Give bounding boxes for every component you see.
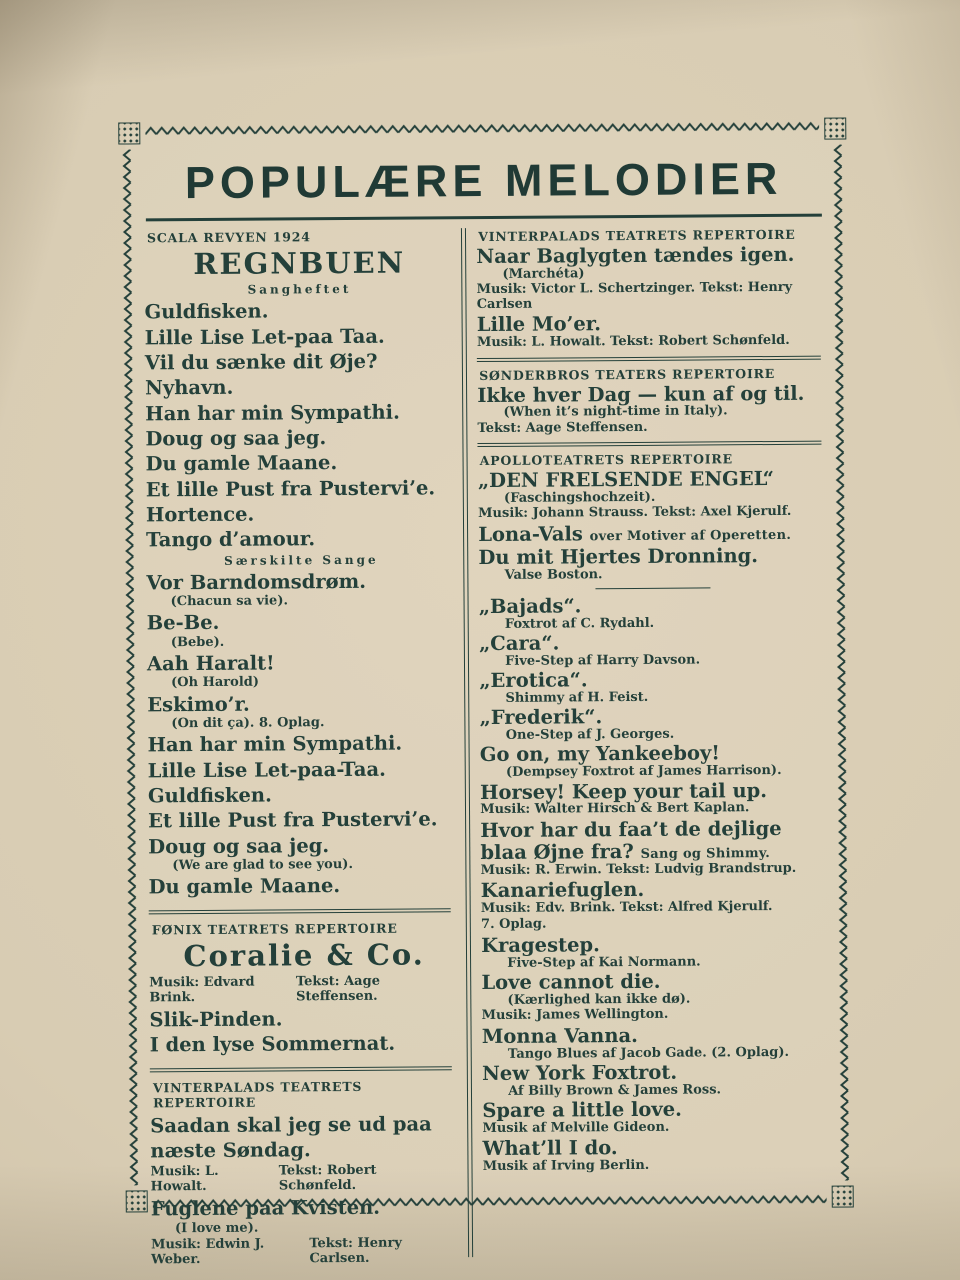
credit-line: Musik: Walter Hirsch & Bert Kaplan. bbox=[480, 800, 750, 818]
corner-ornament bbox=[126, 1190, 148, 1212]
two-column-layout bbox=[144, 224, 831, 1270]
song-title: „Erotica“. bbox=[479, 668, 588, 693]
section-divider bbox=[478, 441, 822, 447]
credit-part: Musik: Edvard Brink. bbox=[149, 974, 255, 1006]
song-subtitle: Foxtrot af C. Rydahl. bbox=[504, 615, 655, 632]
song-subtitle: (Oh Harold) bbox=[171, 674, 260, 691]
song-title: Doug og saa jeg. bbox=[148, 833, 330, 859]
section-header: SØNDERBROS TEATERS REPERTOIRE bbox=[479, 365, 776, 383]
small-caps-line: Sangheftet bbox=[247, 282, 352, 297]
song-title: Tango d’amour. bbox=[146, 527, 316, 552]
song-subtitle: (Kærlighed kan ikke dø). bbox=[507, 991, 691, 1008]
song-title: Lille Lise Let-paa Taa. bbox=[144, 324, 385, 350]
section-header: FØNIX TEATRETS REPERTOIRE bbox=[151, 920, 398, 938]
song-title-text: Lona-Vals bbox=[478, 522, 590, 546]
song-title: Eskimo’r. bbox=[147, 692, 250, 717]
song-title: Guldfisken. bbox=[147, 783, 272, 808]
song-title: „Bajads“. bbox=[478, 594, 582, 618]
song-title: Et lille Pust fra Pustervi’e. bbox=[145, 476, 436, 502]
ornamental-border-top bbox=[145, 121, 819, 137]
advertisement-frame bbox=[125, 125, 846, 1268]
section-header: VINTERPALADS TEATRETS REPERTOIRE bbox=[478, 226, 796, 245]
song-subtitle: One-Step af J. Georges. bbox=[505, 726, 675, 743]
credit-line: 7. Oplag. bbox=[480, 917, 547, 933]
credit-line: Musik: James Wellington. bbox=[481, 1007, 669, 1024]
song-subtitle: (On dit ça). 8. Oplag. bbox=[171, 715, 325, 732]
song-subtitle: (Dempsey Foxtrot af James Harrison). bbox=[505, 763, 782, 781]
frame-content bbox=[143, 152, 830, 1268]
song-subtitle: (Faschingshochzeit). bbox=[503, 489, 656, 506]
section-divider bbox=[477, 355, 821, 361]
song-title: Slik-Pinden. bbox=[149, 1007, 283, 1032]
credit-part: Musik: L. Howalt. bbox=[150, 1164, 219, 1195]
credit-line: Musik: R. Erwin. Tekst: Ludvig Brandstrup. bbox=[480, 860, 797, 878]
corner-ornament bbox=[118, 122, 140, 144]
song-title: I den lyse Sommernat. bbox=[149, 1032, 396, 1057]
short-divider bbox=[595, 587, 710, 589]
song-title-text: Hvor har du faa’t de dejlige blaa Øjne fra? bbox=[480, 816, 782, 864]
credit-line: Musik af Melville Gideon. bbox=[482, 1119, 670, 1136]
song-title: Doug og saa jeg. bbox=[145, 426, 327, 451]
song-title: Han har min Sympathi. bbox=[147, 731, 403, 757]
song-title: Lille Lise Let-paa-Taa. bbox=[147, 757, 386, 783]
title-rule bbox=[146, 214, 822, 222]
section-header: APOLLOTEATRETS REPERTOIRE bbox=[479, 451, 733, 469]
page-title: POPULÆRE MELODIER bbox=[184, 152, 783, 209]
song-title: Go on, my Yankeeboy! bbox=[479, 741, 720, 767]
song-title: Love cannot die. bbox=[481, 969, 661, 995]
song-title: Han har min Sympathi. bbox=[145, 400, 400, 426]
song-title: Vor Barndomsdrøm. bbox=[146, 569, 367, 595]
song-title: Aah Haralt! bbox=[146, 651, 275, 676]
section-header: SCALA REVYEN 1924 bbox=[146, 229, 311, 246]
song-title: Hortence. bbox=[145, 502, 255, 527]
credit-line bbox=[151, 1235, 461, 1267]
song-title: „Cara“. bbox=[478, 631, 560, 656]
song-title: Naar Baglygten tændes igen. bbox=[476, 242, 795, 269]
song-title bbox=[480, 818, 828, 864]
credit-part: Musik: Edwin J. Weber. bbox=[150, 1236, 265, 1268]
song-title: Du gamle Maane. bbox=[148, 874, 341, 899]
song-subtitle: (Chacun sa vie). bbox=[170, 593, 289, 610]
song-title bbox=[478, 522, 826, 546]
section-divider bbox=[150, 1066, 452, 1072]
credit-line: Musik: Johann Strauss. Tekst: Axel Kjerulf. bbox=[478, 504, 792, 522]
song-title: Du mit Hjertes Dronning. bbox=[478, 543, 759, 569]
song-subtitle: (Marchéta) bbox=[502, 266, 585, 282]
song-title: Ikke hver Dag — kun af og til. bbox=[477, 381, 805, 407]
song-title: New York Foxtrot. bbox=[481, 1060, 678, 1085]
ornamental-border-left bbox=[121, 149, 139, 1185]
song-subtitle-inline: over Motiver af Operetten. bbox=[589, 527, 792, 545]
credit-line bbox=[150, 1163, 460, 1195]
small-caps-line: Særskilte Sange bbox=[224, 552, 379, 568]
song-title: Monna Vanna. bbox=[481, 1023, 638, 1048]
song-title: Kragestep. bbox=[481, 933, 600, 958]
song-subtitle: Five-Step af Harry Davson. bbox=[505, 652, 701, 669]
song-title: Kanariefuglen. bbox=[480, 877, 645, 903]
song-subtitle: Af Billy Brown & James Ross. bbox=[508, 1082, 722, 1099]
ornamental-border-right bbox=[832, 144, 850, 1180]
song-title: Lille Mo’er. bbox=[476, 312, 602, 337]
song-title: Horsey! Keep your tail up. bbox=[479, 778, 768, 804]
song-title: „Frederik“. bbox=[479, 705, 603, 730]
song-subtitle: Five-Step af Kai Normann. bbox=[507, 954, 701, 971]
credit-line: Musik: Edv. Brink. Tekst: Alfred Kjerulf. bbox=[480, 898, 773, 916]
song-title: What’ll I do. bbox=[482, 1136, 618, 1161]
song-title: Saadan skal jeg se ud paa næste Søndag. bbox=[150, 1112, 432, 1163]
credit-part: Tekst: Henry Carlsen. bbox=[309, 1235, 402, 1267]
song-title: Be-Be. bbox=[146, 611, 220, 635]
song-title: Du gamle Maane. bbox=[145, 451, 338, 476]
song-title: Guldfisken. bbox=[144, 299, 269, 324]
column-right bbox=[467, 224, 831, 1268]
corner-ornament bbox=[832, 1185, 854, 1207]
song-subtitle: (Bebe). bbox=[170, 634, 225, 650]
song-title: Fuglene paa Kvisten. bbox=[150, 1196, 381, 1221]
corner-ornament bbox=[824, 117, 846, 139]
song-subtitle: Tango Blues af Jacob Gade. (2. Oplag). bbox=[507, 1044, 790, 1062]
song-title: „DEN FRELSENDE ENGEL“ bbox=[477, 467, 774, 493]
credit-line: Musik: Victor L. Schertzinger. Tekst: Henry Carlsen bbox=[476, 279, 793, 312]
section-divider bbox=[149, 908, 451, 914]
song-subtitle: (I love me). bbox=[174, 1220, 259, 1236]
song-title: Nyhavn. bbox=[144, 376, 234, 400]
credit-line bbox=[149, 973, 459, 1005]
song-title: Spare a little love. bbox=[482, 1097, 682, 1123]
song-subtitle: (We are glad to see you). bbox=[172, 856, 354, 874]
song-subtitle-inline: Sang og Shimmy. bbox=[640, 845, 771, 862]
credit-line: Musik af Irving Berlin. bbox=[482, 1158, 650, 1175]
song-subtitle: (When it’s night-time in Italy). bbox=[503, 403, 728, 421]
big-title: REGNBUEN bbox=[193, 245, 406, 282]
song-title: Vil du sænke dit Øje? bbox=[144, 349, 378, 375]
credit-part: Tekst: Robert Schønfeld. bbox=[278, 1163, 377, 1194]
column-left bbox=[144, 226, 467, 1269]
song-subtitle: Shimmy af H. Feist. bbox=[505, 689, 649, 706]
credit-line: Musik: L. Howalt. Tekst: Robert Schønfeld. bbox=[476, 332, 790, 351]
big-title: Coralie & Co. bbox=[183, 937, 425, 973]
section-header: VINTERPALADS TEATRETS REPERTOIRE bbox=[152, 1078, 363, 1111]
credit-line: Tekst: Aage Steffensen. bbox=[477, 419, 648, 436]
song-title: Et lille Pust fra Pustervi’e. bbox=[148, 807, 438, 833]
song-subtitle: Valse Boston. bbox=[504, 566, 603, 583]
credit-part: Tekst: Aage Steffensen. bbox=[295, 973, 380, 1005]
